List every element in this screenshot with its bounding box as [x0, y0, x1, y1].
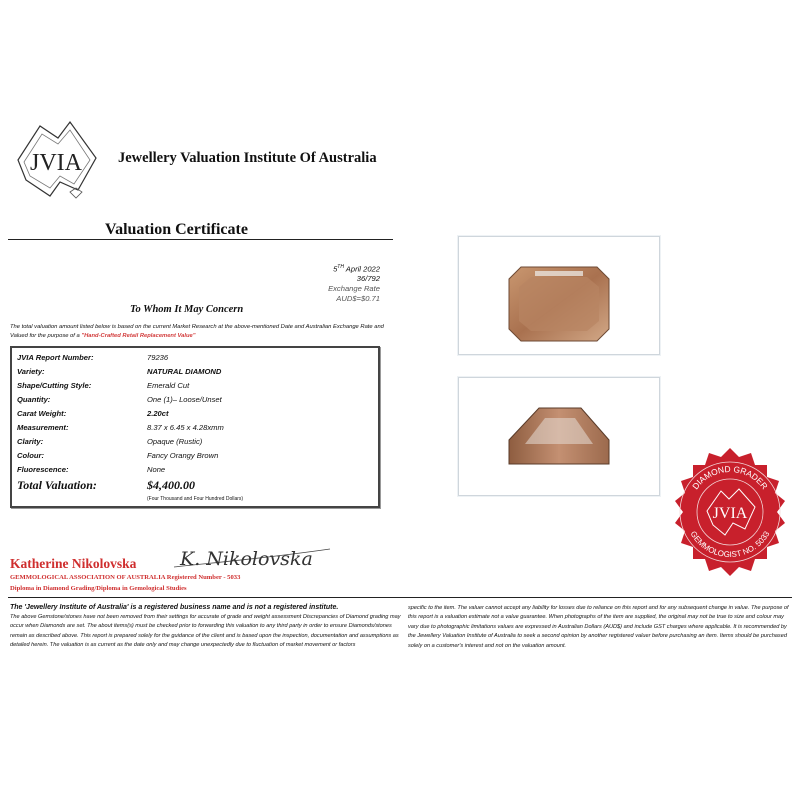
- signatory-name: Katherine Nikolovska: [10, 556, 137, 571]
- footer-divider: [8, 597, 792, 598]
- intro-paragraph: The total valuation amount listed below is based on the current Market Research at the above-mentioned Date and Australian Exchange Rate and Valued for the purpose of a "Hand-Crafted Retail Replacement Value": [10, 324, 384, 339]
- total-valuation-amount: $4,400.00: [147, 478, 195, 492]
- valuation-details-box: JVIA Report Number: 79236 Variety: NATURAL DIAMOND Shape/Cutting Style: Emerald Cut Quantity: One (1)– Loose/Unset Carat Weight: 2.20ct Measurement: 8.37 x 6.45 x 4.28xmm Clarity: Opaque (Rustic) Colour: Fancy Orangy Brown Fluorescence: None Total Valuation: $4,400.00 (Four Thousand and Four Hundred Dollars): [10, 346, 380, 508]
- footer-disclaimer-right: specific to the item. The valuer cannot accept any liability for losses due to reliance on this report and for any subsequent change in value. The purpose of this report is a valuation estimate not a value guarantee. When photographs of the item are supplied, the original may not be true to size and colour may vary due to photographic limitations values are expressed in Australian Dollars (AUD$) and include GST charges where applicable. It is recommended by the Jewellery Valuation Institute of Australia to seek a second opinion by another registered valuer before purchasing an item. Items should be purchased solely on a customer's interest and not on the valuation amount.: [408, 605, 789, 649]
- institute-name: Jewellery Valuation Institute Of Australia: [118, 150, 377, 166]
- valuation-date: 5TH April 2022: [333, 264, 380, 274]
- certificate-title: Valuation Certificate: [105, 221, 248, 238]
- emerald-cut-stone-side-icon: [459, 378, 659, 495]
- logo-letters: JVIA: [30, 150, 82, 176]
- salutation: To Whom It May Concern: [130, 304, 244, 315]
- signatory-diploma: Diploma in Diamond Grading/Diploma in Gemological Studies: [10, 585, 187, 592]
- footer-disclaimer-left: The above Gemstone/stones have not been removed from their settings for accurate of grade and weight assessment Discrepancies of Diamond grading may occur when Diamonds are set. The about items(s) must be checked prior to forwarding this valuation to any third party in order to ensure Diamonds/stones remain as described above. This report is prepared solely for the guidance of the client and is based upon the inspection, documentation and assumptions as detailed herein. The valuation is as current as the date only and may change unexpectedly due to fluctuation of market movement or factors: [10, 614, 401, 649]
- exchange-rate-label: Exchange Rate: [328, 284, 380, 293]
- handwritten-signature: [170, 537, 335, 575]
- seal-bottom-text: GEMMOLOGIST NO. 5033: [688, 529, 772, 560]
- footer-heading: The 'Jewellery Institute of Australia' is a registered business name and is not a registered institute.: [10, 604, 339, 611]
- title-divider: [8, 239, 393, 240]
- stone-photo-top-view: [458, 236, 660, 355]
- exchange-rate-value: AUD$=$0.71: [336, 294, 380, 303]
- purpose-highlight: "Hand-Crafted Retail Replacement Value": [81, 333, 196, 339]
- stone-photo-side-view: [458, 377, 660, 496]
- seal-letters: JVIA: [712, 505, 748, 522]
- jvia-map-logo-icon: [10, 120, 102, 202]
- emerald-cut-stone-top-icon: [459, 237, 659, 354]
- certificate-reference: 36/792: [356, 274, 380, 283]
- total-valuation-label: Total Valuation:: [17, 478, 97, 492]
- diamond-grader-seal-icon: [663, 445, 797, 579]
- association-registration: GEMMOLOGICAL ASSOCIATION OF AUSTRALIA Registered Number - 5033: [10, 574, 241, 581]
- total-valuation-words: (Four Thousand and Four Hundred Dollars): [147, 496, 244, 502]
- seal-top-text: DIAMOND GRADER: [690, 463, 770, 492]
- signature-text: K. Nikolovska: [180, 548, 313, 570]
